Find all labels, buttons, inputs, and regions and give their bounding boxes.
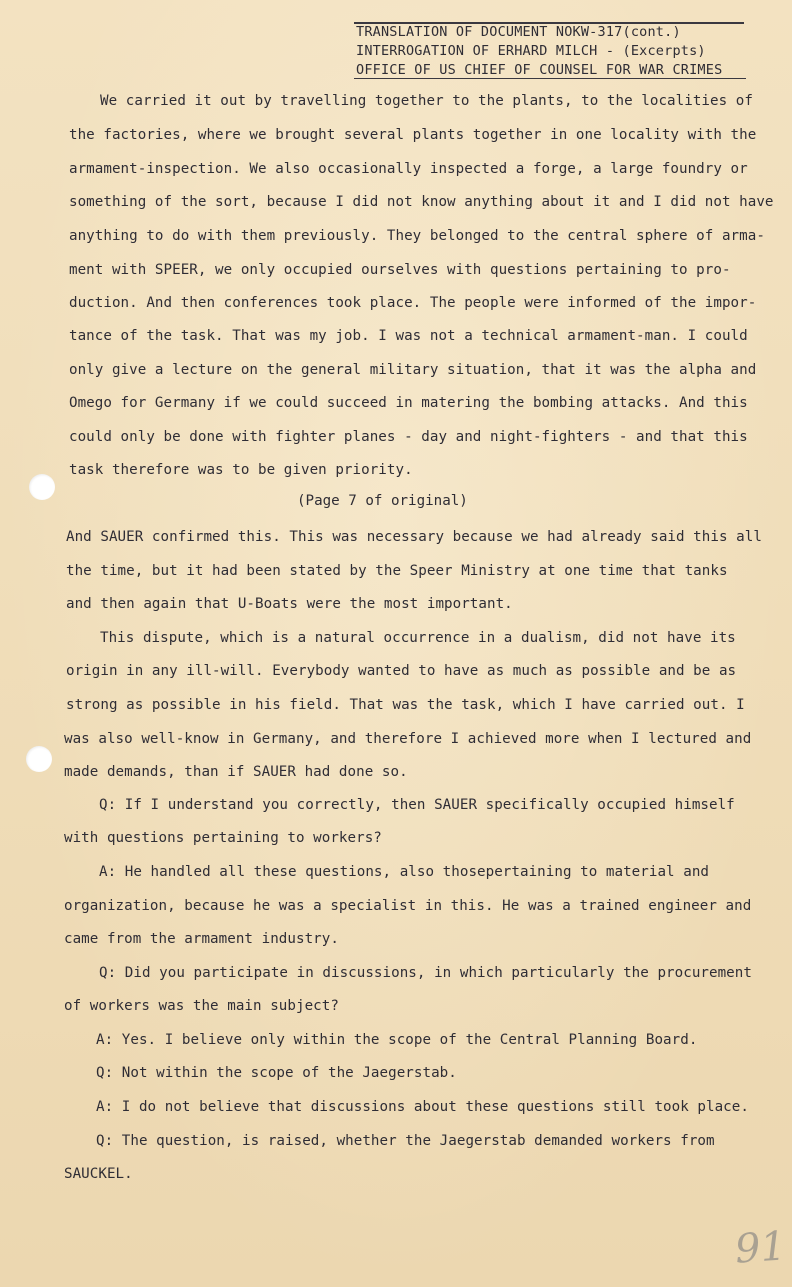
body-text-line: duction. And then conferences took place. The people were informed of the impor- (69, 295, 757, 311)
body-text-line: and then again that U-Boats were the most important. (66, 596, 513, 612)
header-interrogation-line: INTERROGATION OF ERHARD MILCH - (Excerpts) (356, 43, 706, 59)
body-text-line: the time, but it had been stated by the Speer Ministry at one time that tanks (66, 563, 728, 579)
body-text-line: ment with SPEER, we only occupied ourselves with questions pertaining to pro- (69, 262, 731, 278)
handwritten-page-number: 91 (733, 1223, 788, 1273)
question-line: Q: If I understand you correctly, then SAUER specifically occupied himself (99, 797, 735, 813)
question-line: Q: Did you participate in discussions, in which particularly the procurement (99, 965, 752, 981)
body-text-line: armament-inspection. We also occasionally inspected a forge, a large foundry or (69, 161, 748, 177)
body-text-line: task therefore was to be given priority. (69, 462, 413, 478)
header-rule (354, 78, 746, 79)
question-line: of workers was the main subject? (64, 998, 339, 1014)
answer-line: came from the armament industry. (64, 931, 339, 947)
answer-line: A: He handled all these questions, also thosepertaining to material and (99, 864, 710, 880)
body-text-line: origin in any ill-will. Everybody wanted to have as much as possible and be as (66, 663, 737, 679)
body-text-line: could only be done with fighter planes - day and night-fighters - and that this (69, 429, 748, 445)
body-text-line: We carried it out by travelling together to the plants, to the localities of (100, 93, 753, 109)
body-text-line: made demands, than if SAUER had done so. (64, 764, 408, 780)
body-text-line: the factories, where we brought several plants together in one locality with the (69, 127, 757, 143)
body-text-line: Omego for Germany if we could succeed in matering the bombing attacks. And this (69, 395, 748, 411)
punch-hole (26, 746, 52, 772)
body-text-line: strong as possible in his field. That was the task, which I have carried out. I (66, 697, 745, 713)
original-page-reference: (Page 7 of original) (297, 493, 468, 509)
question-line: SAUCKEL. (64, 1166, 133, 1182)
header-office-line: OFFICE OF US CHIEF OF COUNSEL FOR WAR CRIMES (356, 62, 723, 78)
body-text-line: was also well-know in Germany, and therefore I achieved more when I lectured and (64, 731, 752, 747)
answer-line: organization, because he was a specialist in this. He was a trained engineer and (64, 898, 752, 914)
body-text-line: And SAUER confirmed this. This was necessary because we had already said this all (66, 529, 762, 545)
question-line: Q: The question, is raised, whether the Jaegerstab demanded workers from (96, 1133, 715, 1149)
header-translation-line: TRANSLATION OF DOCUMENT NOKW-317(cont.) (356, 24, 681, 40)
answer-line: A: I do not believe that discussions about these questions still took place. (96, 1099, 749, 1115)
answer-line: A: Yes. I believe only within the scope of the Central Planning Board. (96, 1032, 698, 1048)
body-text-line: only give a lecture on the general military situation, that it was the alpha and (69, 362, 757, 378)
punch-hole (29, 474, 55, 500)
body-text-line: This dispute, which is a natural occurrence in a dualism, did not have its (100, 630, 736, 646)
question-line: with questions pertaining to workers? (64, 830, 382, 846)
body-text-line: anything to do with them previously. They belonged to the central sphere of arma- (69, 228, 765, 244)
body-text-line: tance of the task. That was my job. I was not a technical armament-man. I could (69, 328, 748, 344)
question-line: Q: Not within the scope of the Jaegerstab. (96, 1065, 457, 1081)
body-text-line: something of the sort, because I did not know anything about it and I did not have (69, 194, 774, 210)
